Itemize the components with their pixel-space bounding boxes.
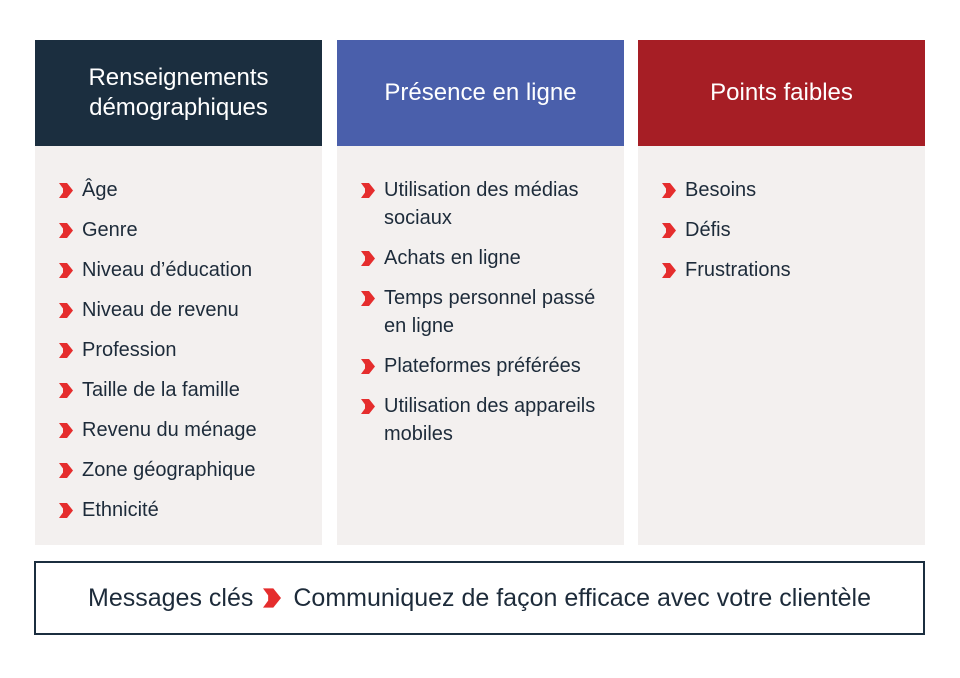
item-list (337, 146, 624, 448)
arrow-right-icon (59, 423, 73, 438)
list-item-label: Niveau d’éducation (82, 259, 253, 281)
arrow-right-icon (361, 359, 375, 374)
list-item (337, 244, 624, 272)
key-message-text: Communiquez de façon efficace avec votre clientèle (293, 583, 871, 612)
column-title-line: Présence en ligne (384, 79, 577, 106)
list-item (638, 256, 925, 284)
arrow-right-icon (59, 503, 73, 518)
item-list (638, 146, 925, 284)
column-online-presence (337, 40, 624, 545)
column-header (35, 40, 322, 146)
list-item-label: Zone géographique (82, 459, 256, 481)
column-header (638, 40, 925, 146)
arrow-right-icon (361, 183, 375, 198)
column-header (337, 40, 624, 146)
column-title-line: Points faibles (710, 79, 853, 106)
arrow-right-icon (59, 263, 73, 278)
list-item-label: Profession (82, 339, 177, 361)
arrow-right-icon (361, 291, 375, 306)
list-item (337, 176, 624, 232)
list-item-label: Niveau de revenu (82, 299, 239, 321)
list-item-label: Besoins (685, 179, 757, 201)
list-item (337, 392, 624, 448)
list-item-label: Temps personnel passé en ligne (384, 287, 596, 337)
list-item-label: Revenu du ménage (82, 419, 257, 441)
list-item-label: Âge (82, 179, 118, 201)
arrow-right-icon (263, 587, 281, 609)
arrow-right-icon (662, 183, 676, 198)
list-item-label: Frustrations (685, 259, 791, 281)
arrow-right-icon (59, 223, 73, 238)
arrow-right-icon (59, 383, 73, 398)
list-item (35, 496, 322, 524)
list-item (35, 296, 322, 324)
list-item-label: Genre (82, 219, 138, 241)
list-item-label: Défis (685, 219, 731, 241)
list-item-label: Ethnicité (82, 499, 159, 521)
list-item-label: Achats en ligne (384, 247, 521, 269)
key-message-label: Messages clés (88, 583, 254, 612)
list-item-label: Plateformes préférées (384, 355, 581, 377)
list-item (337, 352, 624, 380)
list-item-label: Taille de la famille (82, 379, 240, 401)
list-item-label: Utilisation des appareils mobiles (384, 395, 596, 445)
list-item (638, 216, 925, 244)
key-message-bar (34, 561, 925, 635)
arrow-right-icon (59, 463, 73, 478)
list-item (35, 216, 322, 244)
arrow-right-icon (361, 399, 375, 414)
column-title-line: démographiques (89, 94, 268, 121)
column-pain-points (638, 40, 925, 545)
arrow-right-icon (662, 263, 676, 278)
list-item (35, 376, 322, 404)
list-item (337, 284, 624, 340)
arrow-right-icon (361, 251, 375, 266)
item-list (35, 146, 322, 524)
list-item (35, 256, 322, 284)
arrow-right-icon (662, 223, 676, 238)
column-demographics (35, 40, 322, 545)
list-item (35, 176, 322, 204)
column-title-line: Renseignements (88, 64, 269, 91)
list-item (35, 456, 322, 484)
arrow-right-icon (59, 303, 73, 318)
arrow-right-icon (59, 183, 73, 198)
arrow-right-icon (59, 343, 73, 358)
list-item (35, 416, 322, 444)
list-item-label: Utilisation des médias sociaux (384, 179, 579, 229)
list-item (35, 336, 322, 364)
list-item (638, 176, 925, 204)
